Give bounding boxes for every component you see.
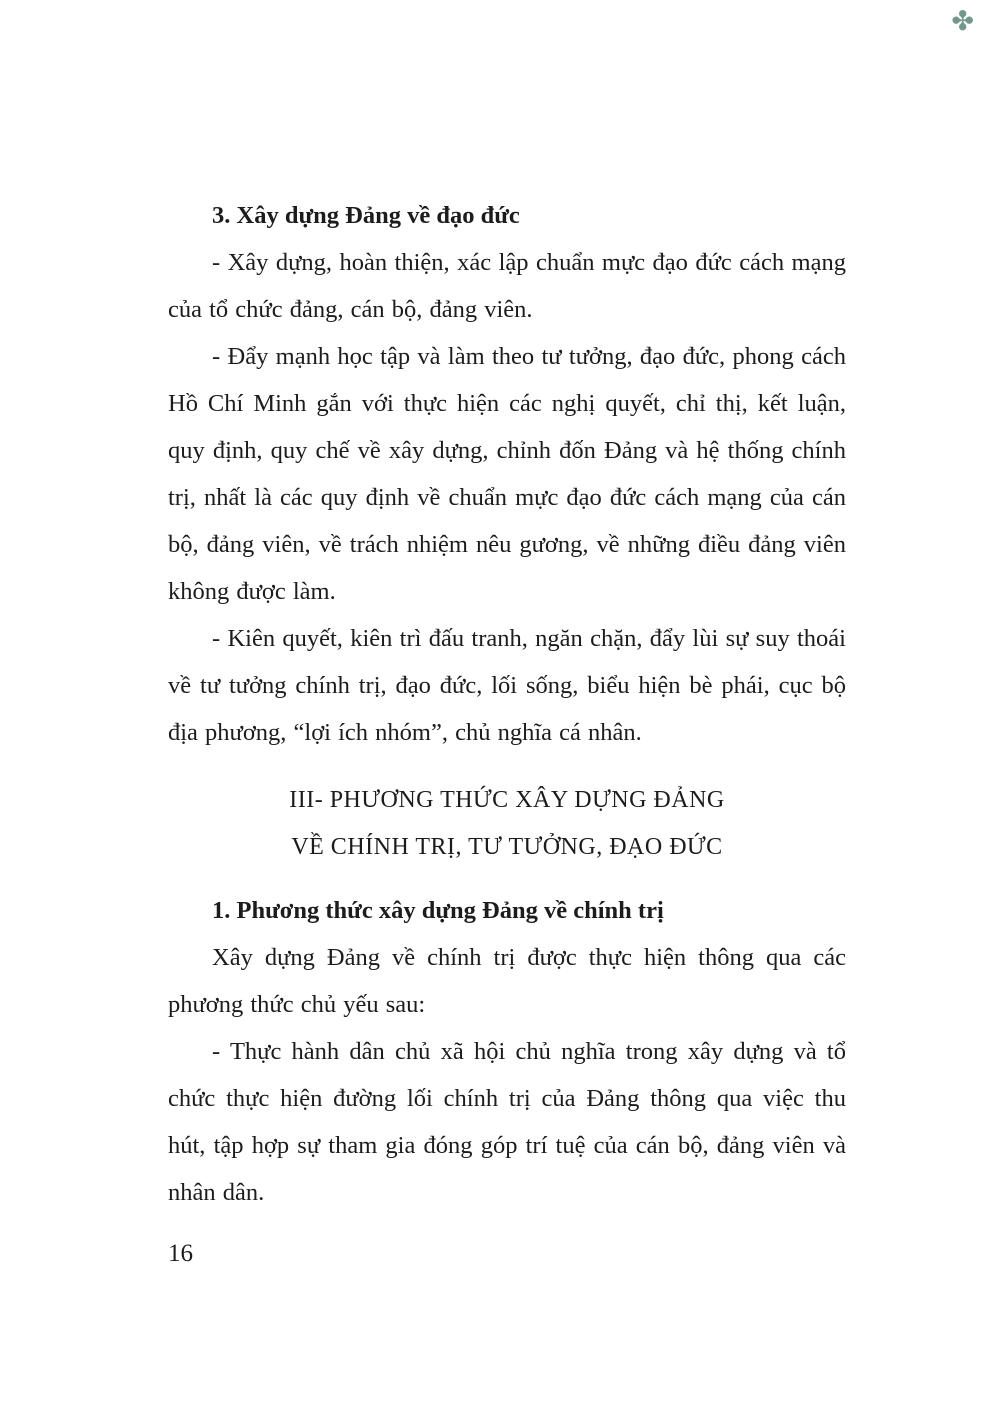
paragraph: - Xây dựng, hoàn thiện, xác lập chuẩn mực đạo đức cách mạng của tổ chức đảng, cán bộ, đảng viên. xyxy=(168,249,846,323)
page-number: 16 xyxy=(168,1240,193,1267)
part-heading-line-1: III- PHƯƠNG THỨC XÂY DỰNG ĐẢNG xyxy=(289,787,725,813)
subsection-heading-chinh-tri: 1. Phương thức xây dựng Đảng về chính trị xyxy=(212,897,664,924)
part-heading-line-2: VỀ CHÍNH TRỊ, TƯ TƯỞNG, ĐẠO ĐỨC xyxy=(291,834,723,860)
section-heading-dao-duc: 3. Xây dựng Đảng về đạo đức xyxy=(212,202,520,229)
text-block xyxy=(168,192,846,1216)
paragraph: Xây dựng Đảng về chính trị được thực hiện thông qua các phương thức chủ yếu sau: xyxy=(168,944,846,1018)
paragraph: - Kiên quyết, kiên trì đấu tranh, ngăn chặn, đẩy lùi sự suy thoái về tư tưởng chính trị, đạo đức, lối sống, biểu hiện bè phái, cục bộ địa phương, “lợi ích nhóm”, chủ nghĩa cá nhân. xyxy=(168,625,846,746)
flower-icon: ✤ xyxy=(951,6,974,37)
paragraph: - Thực hành dân chủ xã hội chủ nghĩa trong xây dựng và tổ chức thực hiện đường lối chính trị của Đảng thông qua việc thu hút, tập hợp sự tham gia đóng góp trí tuệ của cán bộ, đảng viên và nhân dân. xyxy=(168,1038,846,1206)
paragraph: - Đẩy mạnh học tập và làm theo tư tưởng, đạo đức, phong cách Hồ Chí Minh gắn với thực hiện các nghị quyết, chỉ thị, kết luận, quy định, quy chế về xây dựng, chỉnh đốn Đảng và hệ thống chính trị, nhất là các quy định về chuẩn mực đạo đức cách mạng của cán bộ, đảng viên, về trách nhiệm nêu gương, về những điều đảng viên không được làm. xyxy=(168,343,846,605)
